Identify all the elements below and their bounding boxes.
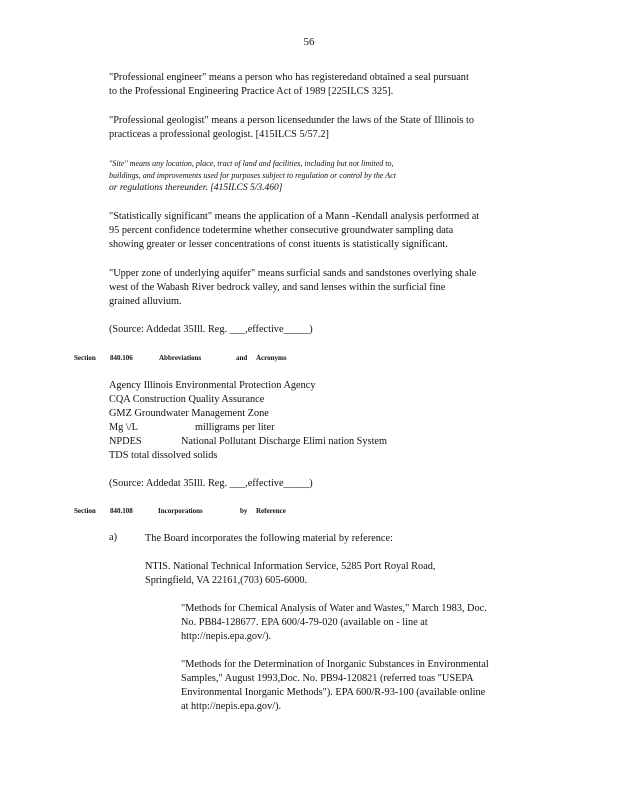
- section-heading-840-108: [74, 507, 314, 517]
- abbreviation-code: Agency Illinois Environmental Protection Agency: [109, 380, 316, 391]
- reference-chemical-analysis: [181, 602, 541, 644]
- text-line: west of the Wabash River bedrock valley, and sand lenses within the surficial fine: [109, 282, 446, 293]
- abbreviation-list: [109, 379, 439, 463]
- page-number: 56: [303, 36, 315, 48]
- text-line: to the Professional Engineering Practice Act of 1989 [225ILCS 325].: [109, 86, 394, 97]
- section-number: 840.106: [110, 354, 133, 362]
- abbreviation-row: [109, 407, 439, 421]
- text-line: or regulations thereunder. [415ILCS 5/3.460]: [109, 183, 283, 193]
- text-line: "Professional geologist" means a person licensedunder the laws of the State of Illinois to: [109, 115, 475, 126]
- abbreviation-row: [109, 379, 439, 393]
- section-title-word: Acronyms: [256, 354, 287, 362]
- text-line: 95 percent confidence todetermine whether consecutive groundwater sampling data: [109, 225, 454, 236]
- section-heading-840-106: [74, 354, 314, 364]
- text-line: "Professional engineer" means a person who has registeredand obtained a seal pursuant: [109, 72, 469, 83]
- abbreviation-code: Mg \/L: [109, 422, 138, 433]
- text-line: buildings, and improvements used for purposes subject to regulation or control by the Act: [109, 171, 396, 180]
- text-line: grained alluvium.: [109, 296, 182, 307]
- section-title-word: by: [240, 507, 248, 515]
- abbreviation-row: [109, 393, 439, 407]
- ntis-reference: [145, 560, 485, 588]
- text-line: Environmental Inorganic Methods"). EPA 600/R-93-100 (available online: [181, 687, 486, 698]
- section-title-word: and: [236, 354, 248, 362]
- abbreviation-code: NPDES: [109, 436, 142, 447]
- section-title-word: Incorporations: [158, 507, 203, 515]
- source-note: [109, 477, 539, 491]
- text-line: The Board incorporates the following material by reference:: [145, 533, 393, 544]
- definition-professional-geologist: [109, 114, 539, 142]
- section-label: Section: [74, 354, 96, 362]
- text-line: NTIS. National Technical Information Service, 5285 Port Royal Road,: [145, 561, 436, 572]
- text-line: "Methods for the Determination of Inorganic Substances in Environmental: [181, 659, 489, 670]
- text-line: (Source: Addedat 35Ill. Reg. ___,effective_____): [109, 324, 313, 335]
- source-note: [109, 323, 539, 337]
- text-line: at http://nepis.epa.gov/).: [181, 701, 282, 712]
- text-line: No. PB84-128677. EPA 600/4-79-020 (available on - line at: [181, 617, 428, 628]
- text-line: "Upper zone of underlying aquifer" means surficial sands and sandstones overlying shale: [109, 268, 477, 279]
- text-line: Springfield, VA 22161,(703) 605-6000.: [145, 575, 308, 586]
- definition-professional-engineer: [109, 71, 539, 99]
- section-title-word: Reference: [256, 507, 286, 515]
- definition-site: [109, 158, 539, 194]
- text-line: "Methods for Chemical Analysis of Water and Wastes," March 1983, Doc.: [181, 603, 487, 614]
- definition-upper-zone-aquifer: [109, 267, 539, 309]
- abbreviation-code: CQA Construction Quality Assurance: [109, 394, 265, 405]
- abbreviation-row: [109, 435, 439, 449]
- abbreviation-row: [109, 421, 439, 435]
- text-line: "Site" means any location, place, tract of land and facilities, including but not limited to,: [109, 159, 394, 168]
- section-label: Section: [74, 507, 96, 515]
- text-line: (Source: Addedat 35Ill. Reg. ___,effective_____): [109, 478, 313, 489]
- abbreviation-code: GMZ Groundwater Management Zone: [109, 408, 269, 419]
- text-line: "Statistically significant" means the application of a Mann -Kendall analysis performed at: [109, 211, 480, 222]
- section-number: 840.108: [110, 507, 133, 515]
- text-line: practiceas a professional geologist. [415ILCS 5/57.2]: [109, 129, 329, 140]
- text-line: http://nepis.epa.gov/).: [181, 631, 272, 642]
- abbreviation-code: TDS total dissolved solids: [109, 450, 218, 461]
- incorporation-statement: [145, 532, 445, 546]
- abbreviation-row: [109, 449, 439, 463]
- text-line: showing greater or lesser concentrations of const ituents is statistically significant.: [109, 239, 448, 250]
- list-item-label: a): [109, 532, 117, 543]
- definition-statistically-significant: [109, 210, 539, 252]
- text-line: Samples," August 1993,Doc. No. PB94-120821 (referred toas "USEPA: [181, 673, 474, 684]
- abbreviation-description: milligrams per liter: [195, 422, 275, 433]
- section-title-word: Abbreviations: [159, 354, 202, 362]
- abbreviation-description: National Pollutant Discharge Elimi nation System: [181, 436, 388, 447]
- reference-inorganic-substances: [181, 658, 541, 714]
